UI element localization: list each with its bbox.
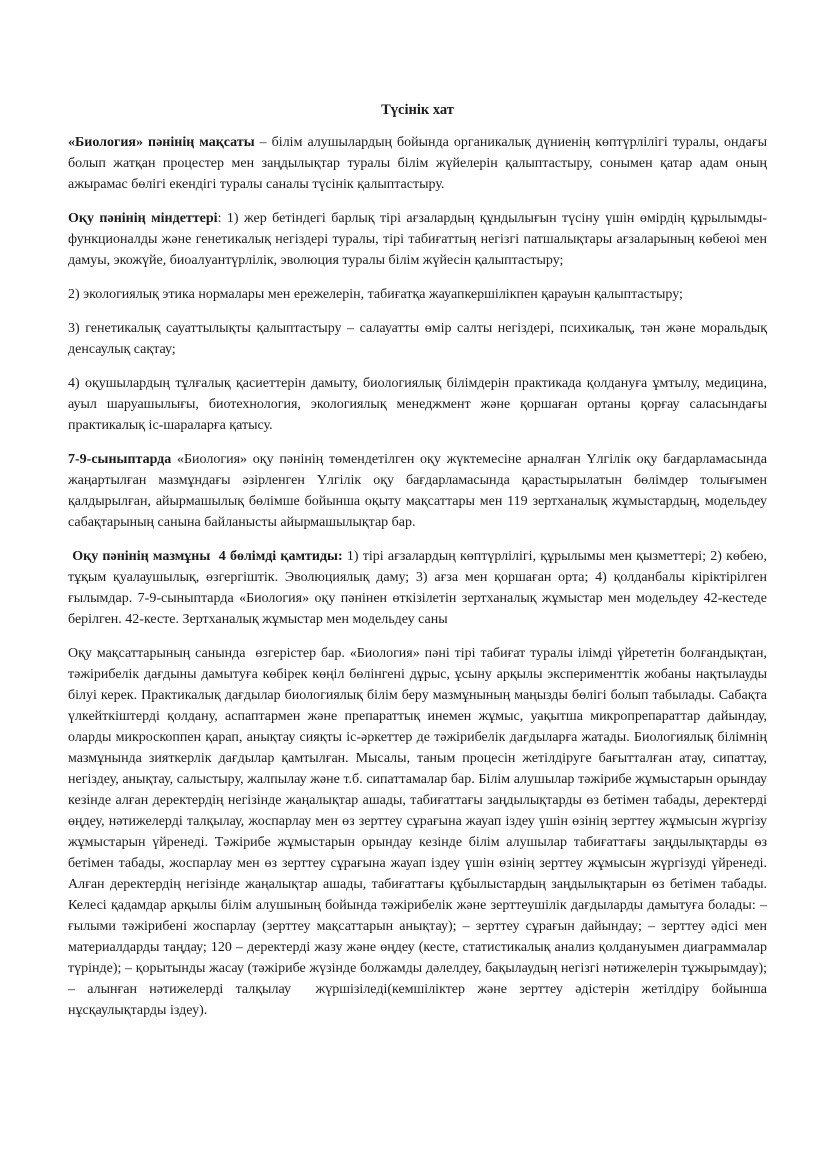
text-run: 4) оқушылардың тұлғалық қасиеттерін дамыту, биологиялық білімдерін практикада қолдануға ұмтылу, медицина, ауыл шаруашылығы, биотехнология, экологиялық менеджмент және қоршаған ортаны қорғау саласындағы практикалық іс-шараларға қатысу.	[68, 376, 771, 433]
text-run: 3) генетикалық сауаттылықты қалыптастыру – салауатты өмір салты негіздері, психикалық, тән және моральдық денсаулық сақтау;	[68, 321, 771, 357]
bold-text-run: 7-9-сыныптарда	[68, 452, 172, 467]
text-run: Оқу мақсаттарының санында өзгерістер бар. «Биология» пәні тірі табиғат туралы ілімді үйрететін болғандықтан, тәжірибелік дағдыны дамытуға көбірек көңіл бөлінгені дұрыс, ұсыну арқылы эксперименттік жобаны нақтылауды білуі керек. Практикалық дағдылар биологиялық білім беру мазмұнының маңызды бөлігі болып табылады. Сабақта үлкейткіштерді қолдану, аспаптармен және препараттық инемен жұмыс, уақытша микропрепараттар дайындау, оларды микроскоппен қарап, анықтау сияқты іс-әркеттер де тәжірибелік дағдыларға жатады. Биологиялық білімнің мазмұнында зияткерлік дағдылар қамтылған. Мысалы, таным процесін жетілдіруге бағытталған атау, сипаттау, негіздеу, анықтау, салыстыру, жалпылау және т.б. сипаттамалар бар. Білім алушылар тәжірибе жұмыстарын орындау кезінде алған деректердің негізінде жаңалықтар ашады, табиғаттағы заңдылықтарды өз бетімен табады, деректерді өңдеу, нәтижелерді талқылау, жоспарлау мен өз зерттеу сұрағына жауап іздеу үшін өзінің зерттеу жұмысын жүргізу жұмыстарын үйренеді. Тәжірибе жұмыстарын орындау кезінде білім алушылар табиғаттағы заңдылықтарды өз бетімен табады, жоспарлау мен өз зерттеу сұрағына жауап іздеу үшін өзінің зерттеу жұмысын жүргізуді үйренеді. Алған деректердің негізінде жаңалықтар ашады, табиғаттағы құбылыстардың заңдылықтарын өз бетімен табады. Келесі қадамдар арқылы білім алушының бойында тәжірибелік және зерттеушілік дағдыларды дамытуға болады: – ғылыми тәжірибені жоспарлау (зерттеу мақсаттарын анықтау); – зерттеу сұрағын дайындау; – зерттеу әдісі мен материалдарды таңдау; 120 – деректерді жазу және өңдеу (кесте, статистикалық анализ қолдануымен диаграммалар түрінде); – қорытынды жасау (тәжірибе жүзінде болжамды дәлелдеу, бақылаудың негізгі нәтижелерін тұжырымдау); – алынған нәтижелерді талқылау жүршізіледі(кемшіліктер және зерттеу әдістерін жетілдіру бойынша нұсқаулықтарды іздеу).	[68, 646, 771, 1018]
paragraph	[68, 132, 771, 195]
bold-text-run: «Биология» пәнінің мақсаты	[68, 135, 255, 150]
document-body	[68, 132, 771, 1021]
bold-text-run: Оқу пәнінің мазмұны 4 бөлімді қамтиды:	[68, 549, 343, 564]
text-run: 1) тірі ағзалардың көптүрлілігі, құрылымы мен қызметтері; 2) көбею, тұқым қуалаушылық, өзгергіштік. Эволюциялық даму; 3) ағза мен қоршаған орта; 4) қолданбалы кіріктірілген ғылымдар. 7-9-сыныптарда «Биология» оқу пәнінен өткізілетін зертханалық жұмыстар мен модельдеу 42-кестеде берілген. 42-кесте. Зертханалық жұмыстар мен модельдеу саны	[68, 549, 771, 627]
paragraph	[68, 449, 771, 533]
bold-text-run: Оқу пәнінің міндеттері	[68, 211, 218, 226]
text-run: – білім алушылардың бойында органикалық дүниенің көптүрлілігі туралы, ондағы болып жатқан процестер мен заңдылықтар туралы білім жүйелерін қалыптастыру, сонымен қатар адам оның ажырамас бөлігі екендігі туралы саналы түсінік қалыптастыру.	[68, 135, 771, 192]
paragraph	[68, 546, 771, 630]
paragraph	[68, 208, 771, 271]
document-title: Түсінік хат	[381, 102, 454, 118]
text-run: : 1) жер бетіндегі барлық тірі ағзалардың құндылығын түсіну үшін өмірдің құрылымды-функционалды және генетикалық негіздері туралы, тірі табиғаттың негізгі патшалықтары ағзаларының көбеюі мен дамуы, экожүйе, биоалуантүрлілік, эволюция туралы білім жүйесін қалыптастыру;	[68, 211, 771, 268]
paragraph	[68, 284, 767, 305]
paragraph	[68, 373, 771, 436]
text-run: «Биология» оқу пәнінің төмендетілген оқу жүктемесіне арналған Үлгілік оқу бағдарламасында жаңартылған мазмұндағы әзірленген Үлгілік оқу бағдарламасында қарастырылатын бөлімдер толығымен қалдырылған, айырмашылық бөлімше бойынша оқыту мақсаттары мен 119 зертханалық жұмыстардың, модельдеу сабақтарының санына байланысты айырмашылықтар бар.	[68, 452, 771, 530]
text-run: 2) экологиялық этика нормалары мен ережелерін, табиғатқа жауапкершілікпен қарауын қалыптастыру;	[68, 287, 683, 302]
paragraph	[68, 318, 771, 360]
paragraph	[68, 643, 771, 1021]
